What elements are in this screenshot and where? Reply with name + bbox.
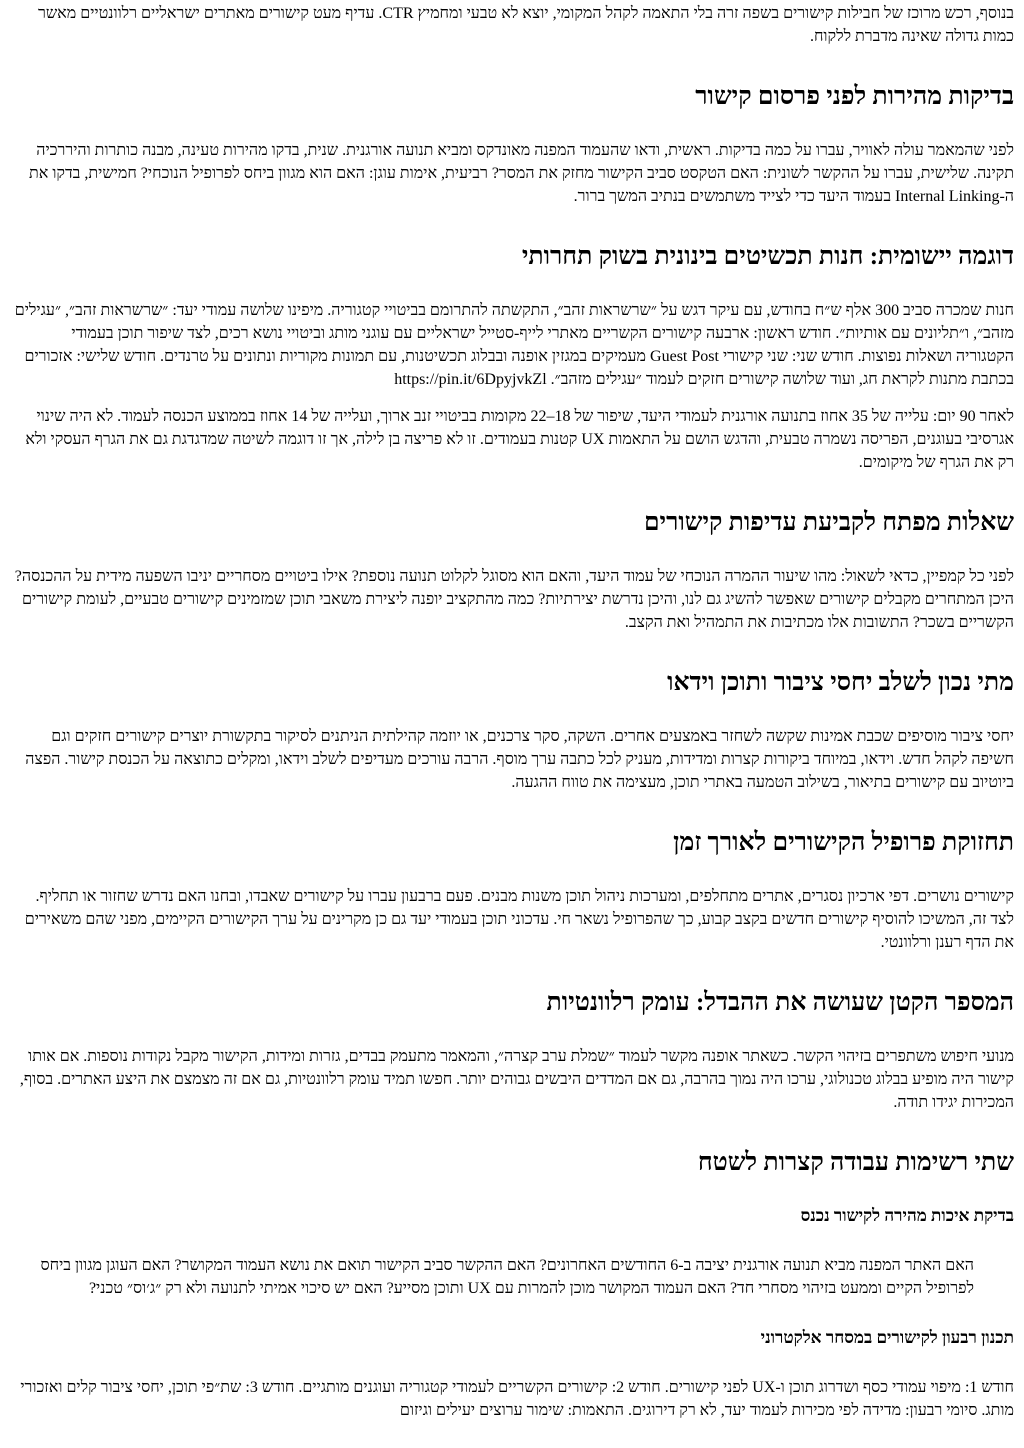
intro-paragraph: בנוסף, רכש מרוכז של חבילות קישורים בשפה זרה בלי התאמה לקהל המקומי, יוצא לא טבעי ומחמיץ CTR. עדיף מעט קישורים מאתרים ישראליים רלוונטיים מאשר כמות גדולה שאינה מדברת ללקוח. (37, 5, 1014, 45)
section-paragraph-pr-video: יחסי ציבור מוסיפים שכבת אמינות שקשה לשחזר באמצעים אחרים. השקה, סקר צרכנים, או יוזמה קהילתית הניתנים לסיקור בתקשורת יוצרים קישורים חזקים וגם חשיפה לקהל חדש. וידאו, במיוחד ביקורות קצרות ומדידות, מעניק לכל כתבה ערך מוסף. הרבה עורכים מעדיפים לשלב וידאו, ומקלים כתוצאה על הכנסת קישור. הפצה ביוטיוב עם קישורים בתיאור, בשילוב הטמעה באתרי תוכן, מעצימה את טווח ההגעה. (25, 728, 1014, 791)
section-heading-work-lists: שתי רשימות עבודה קצרות לשטח (697, 1149, 1014, 1176)
section-paragraph-jewelry-example-2: לאחר 90 יום: עלייה של 35 אחוז בתנועה אורגנית לעמודי היעד, שיפור של 18–22 מקומות בביטויי זנב ארוך, ועלייה של 14 אחוז בממוצע הכנסה לעמוד. לא היה שינוי אגרסיבי בעוגנים, הפריסה נשמרה טבעית, והדגש הושם על התאמות UX קטנות בעמודים. זו לא פריצה בן לילה, אך זו דוגמה לשיטה שמדגדגת גם את הגרף העסקי ולא רק את הגרף של מיקומים. (25, 408, 1014, 471)
section-heading-relevance-depth: המספר הקטן שעושה את ההבדל: עומק רלוונטיות (546, 989, 1014, 1016)
section-heading-priority-questions: שאלות מפתח לקביעת עדיפות קישורים (643, 509, 1014, 536)
section-heading-jewelry-example: דוגמה יישומית: חנות תכשיטים בינונית בשוק תחרותי (521, 243, 1014, 270)
section-paragraph-relevance-depth: מנועי חיפוש משתפרים בזיהוי הקשר. כשאתר אופנה מקשר לעמוד ״שמלת ערב קצרה״, והמאמר מתעמק בבדים, גזרות ומידות, הקישור מקבל נקודות נוספות. אם אותו קישור היה מופיע בבלוג טכנולוגי, ערכו היה נמוך בהרבה, גם אם המדדים היבשים גבוהים יותר. חפשו תמיד עומק רלוונטיות, גם אם זה מצמצם את היצע האתרים. בסוף, המכירות יגידו תודה. (19, 1048, 1014, 1111)
subsection-quote-quality-check: האם האתר המפנה מביא תנועה אורגנית יציבה ב-6 החודשים האחרונים? האם ההקשר סביב הקישור תואם את נושא העמוד המקושר? האם העוגן מגוון ביחס לפרופיל הקיים וממעט בזיהוי מסחרי חד? האם העמוד המקושר מוכן להמרות עם UX ותוכן מסייע? האם יש סיכוי אמיתי לתנועה ולא רק ״ג׳וס״ טכני? (40, 1257, 974, 1297)
subsection-heading-quality-check: בדיקת איכות מהירה לקישור נכנס (800, 1206, 1014, 1225)
section-paragraph-priority-questions: לפני כל קמפיין, כדאי לשאול: מהו שיעור ההמרה הנוכחי של עמוד היעד, והאם הוא מסוגל לקלוט תנועה נוספת? אילו ביטויים מסחריים יניבו השפעה מידית על ההכנסה? היכן המתחרים מקבלים קישורים שאפשר להשיג גם לנו, והיכן נדרשת יצירתיות? כמה מהתקציב יופנה ליצירת משאבי תוכן שמזמינים קישורים טבעיים, לעומת קישורים הקשריים בשכר? התשובות אלו מכתיבות את התמהיל ואת הקצב. (14, 568, 1014, 631)
subsection-heading-quarter-plan: תכנון רבעון לקישורים במסחר אלקטרוני (760, 1328, 1014, 1347)
section-paragraph-jewelry-example-1: חנות שמכרה סביב 300 אלף ש״ח בחודש, עם עיקר דגש על ״שרשראות זהב״, התקשתה להתרומם בביטויי קטגוריה. מיפינו שלושה עמודי יעד: ״שרשראות זהב״, ״עגילים מזהב״, ו״תליונים עם אותיות״. חודש ראשון: ארבעה קישורים הקשריים מאתרי לייף-סטייל ישראליים עם עוגני מותג וביטויי נושא רכים, לצד שיפור תוכן בעמודי הקטגוריה ושאלות נפוצות. חודש שני: שני קישורי Guest Post מעמיקים במגזין אופנה ובבלוג תכשיטנות, עם תמונות מקוריות ונתונים על טרנדים. חודש שלישי: אזכורים בכתבת מתנות לקראת חג, ועוד שלושה קישורים חזקים לעמוד ״עגילים מזהב״. https://pin.it/6DpyjvkZl (14, 302, 1014, 388)
section-paragraph-maintenance: קישורים נושרים. דפי ארכיון נסגרים, אתרים מתחלפים, ומערכות ניהול תוכן משנות מבנים. פעם ברבעון עברו על קישורים שאבדו, ובחנו האם נדרש שחזור או תחליף. לצד זה, המשיכו להוסיף קישורים חדשים בקצב קבוע, כך שהפרופיל נשאר חי. עדכוני תוכן בעמודי יעד גם כן מקרינים על ערך הקישורים הקיימים, מפני שהם משאירים את הדף רענן ורלוונטי. (24, 888, 1014, 951)
section-heading-maintenance: תחזוקת פרופיל הקישורים לאורך זמן (673, 829, 1014, 856)
section-heading-quick-checks: בדיקות מהירות לפני פרסום קישור (695, 83, 1014, 110)
section-heading-pr-video: מתי נכון לשלב יחסי ציבור ותוכן וידאו (667, 669, 1014, 696)
subsection-paragraph-quarter-plan: חודש 1: מיפוי עמודי כסף ושדרוג תוכן ו-UX לפני קישורים. חודש 2: קישורים הקשריים לעמודי קטגוריה ועוגנים מותגיים. חודש 3: שת״פי תוכן, יחסי ציבור קלים ואזכורי מותג. סיומי רבעון: מדידה לפי מכירות לעמוד יעד, לא רק דירוגים. התאמות: שימור ערוצים יעילים וגיזום (20, 1379, 1014, 1419)
section-paragraph-quick-checks: לפני שהמאמר עולה לאוויר, עברו על כמה בדיקות. ראשית, ודאו שהעמוד המפנה מאונדקס ומביא תנועה אורגנית. שנית, בדקו מהירות טעינה, מבנה כותרות והיררכיה תקינה. שלישית, עברו על ההקשר לשונית: האם הטקסט סביב הקישור מחזק את המסר? רביעית, אימות עוגן: האם הוא מגוון ביחס לפרופיל הנוכחי? חמישית, בדקו את ה-Internal Linking בעמוד היעד כדי לצייד משתמשים בנתיב המשך ברור. (28, 142, 1014, 205)
